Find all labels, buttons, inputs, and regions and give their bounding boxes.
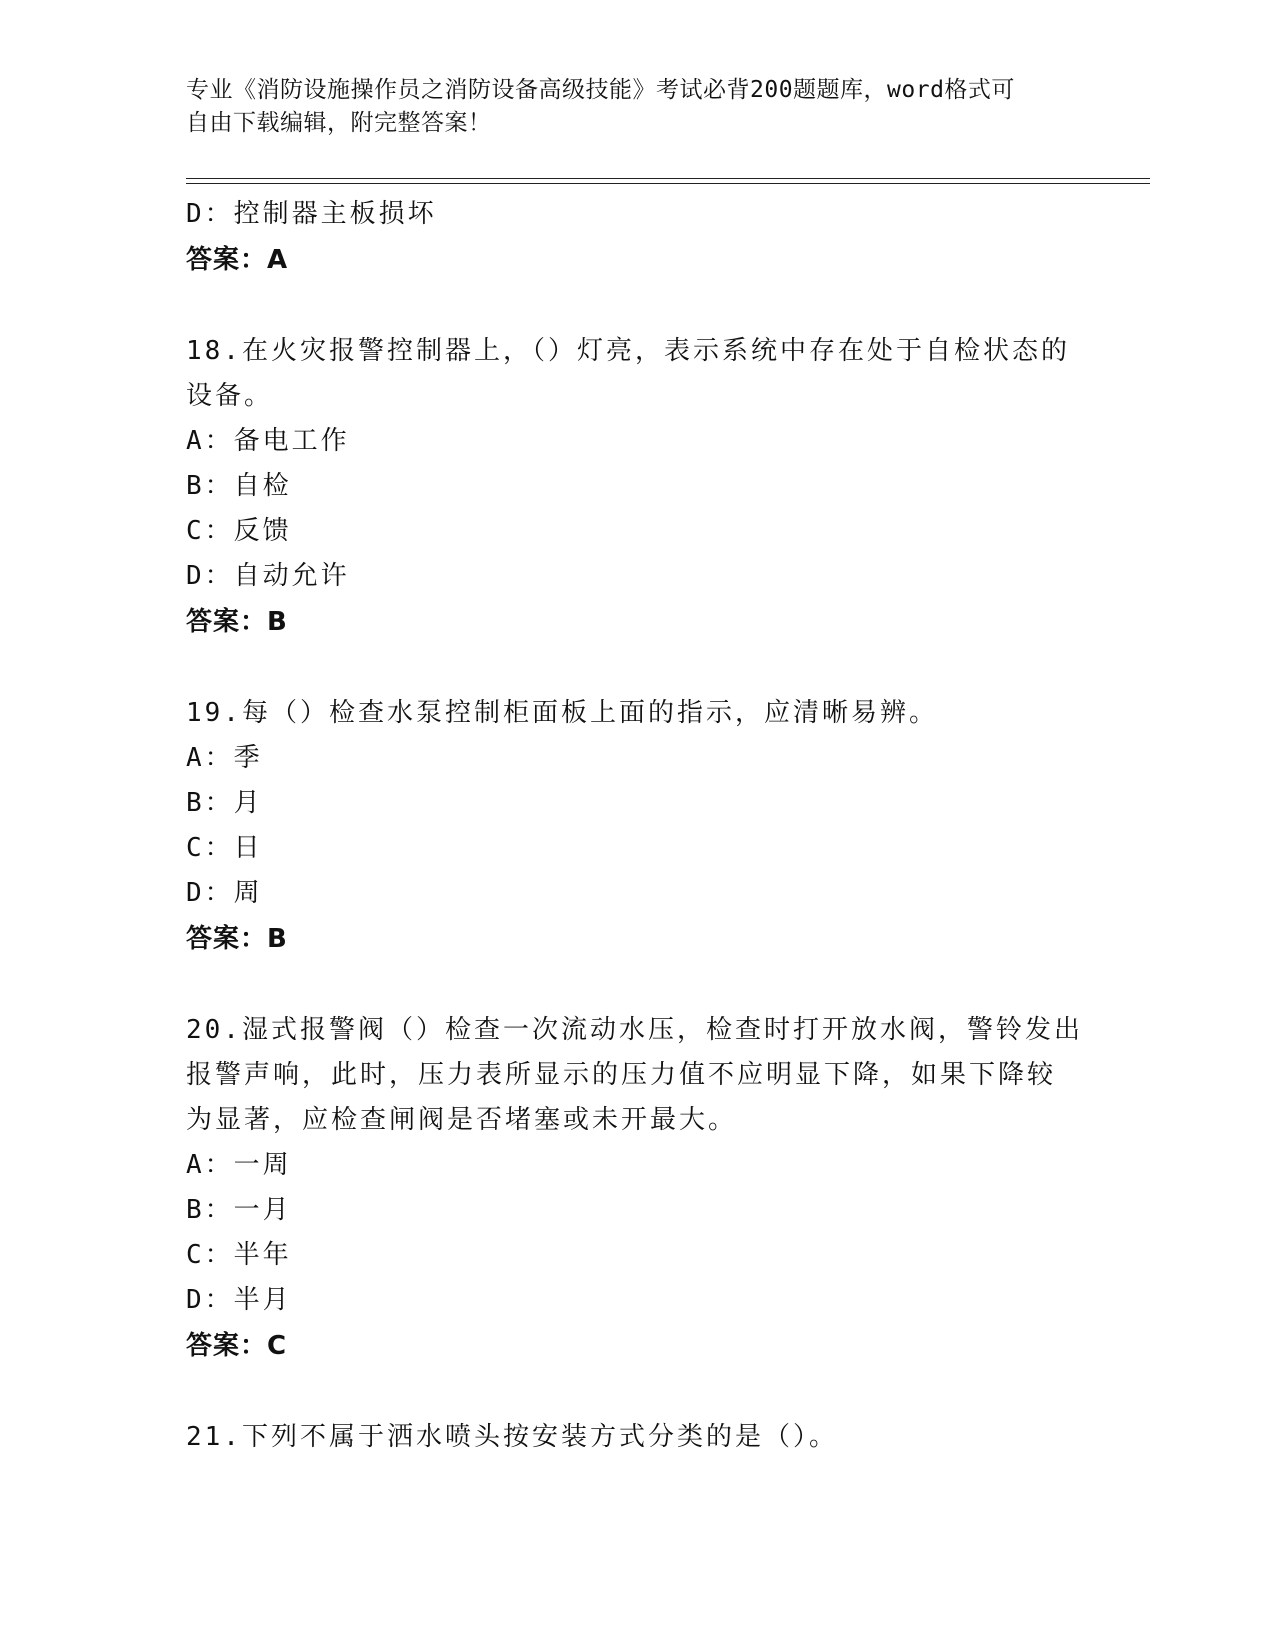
option-b: B：一月 [186,1195,292,1225]
option-a: A：季 [186,743,263,773]
answer: 答案：B [186,607,288,637]
question-text: 19.每（）检查水泵控制柜面板上面的指示，应清晰易辨。 [186,698,938,728]
option-b: B：月 [186,788,263,818]
header-line-1: 专业《消防设施操作员之消防设备高级技能》考试必背200题题库，word格式可 [186,77,1015,103]
answer: 答案：C [186,1331,288,1361]
question-text: 设备。 [186,381,274,411]
option-d: D：自动允许 [186,561,350,591]
header-line-2: 自由下载编辑，附完整答案！ [186,110,492,136]
option-d: D：周 [186,878,263,908]
option-c: C：反馈 [186,516,292,546]
answer: 答案：A [186,245,289,275]
question-21 [186,1415,1086,1460]
question-17 [186,192,1086,283]
spacer [186,645,1086,691]
question-text: 20.湿式报警阀（）检查一次流动水压，检查时打开放水阀，警铃发出 [186,1015,1083,1045]
question-20 [186,1008,1086,1369]
option-b: B：自检 [186,471,292,501]
option-a: A：备电工作 [186,426,350,456]
spacer [186,962,1086,1008]
spacer [186,1369,1086,1415]
header-divider-bottom [186,183,1150,184]
option-c: C：半年 [186,1240,292,1270]
question-19 [186,691,1086,962]
question-text: 21.下列不属于洒水喷头按安装方式分类的是（）。 [186,1422,838,1452]
spacer [186,283,1086,329]
question-list [186,192,1086,1460]
header-divider-top [186,178,1150,179]
option-d: D：半月 [186,1285,292,1315]
option-d: D：控制器主板损坏 [186,199,437,229]
document-header [186,74,1066,140]
question-text: 18.在火灾报警控制器上，（）灯亮，表示系统中存在处于自检状态的 [186,336,1070,366]
question-text: 报警声响，此时，压力表所显示的压力值不应明显下降，如果下降较 [186,1060,1057,1090]
question-18 [186,329,1086,645]
option-a: A：一周 [186,1150,292,1180]
question-text: 为显著，应检查闸阀是否堵塞或未开最大。 [186,1105,738,1135]
option-c: C：日 [186,833,263,863]
answer: 答案：B [186,924,288,954]
